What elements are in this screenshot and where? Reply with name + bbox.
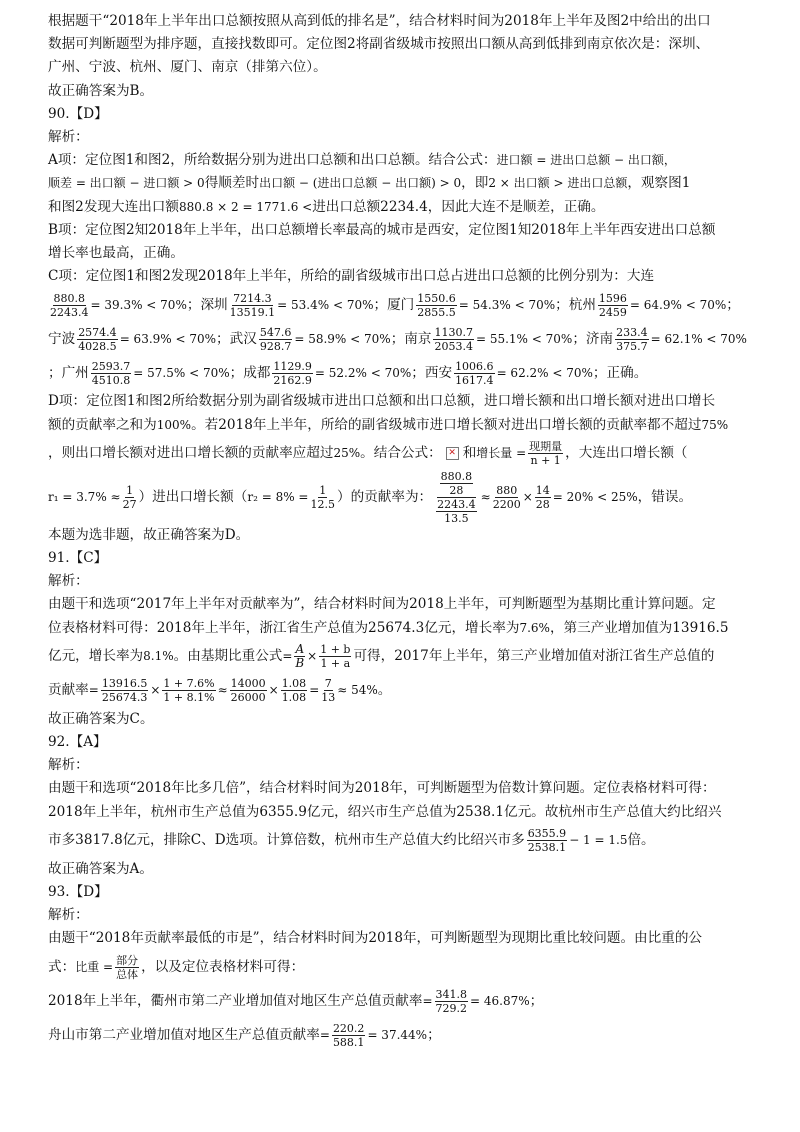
option-d-line-2: [48, 414, 760, 437]
option-d-line-4: [48, 471, 760, 524]
analysis-heading: 解析：: [48, 129, 89, 146]
text: ，即: [461, 175, 489, 192]
formula: = 62.1% < 70%: [650, 331, 747, 346]
formula: 出口额 − (进出口总额 − 出口额) > 0: [259, 176, 462, 191]
fraction-ningbo: $\frac{2574.4}{4028.5}$: [78, 325, 117, 353]
text-line: [48, 824, 760, 858]
answer-line: 本题为选非题，故正确答案为D。: [48, 526, 250, 543]
option-a-line-3: [48, 196, 760, 219]
formula: = 52.2% < 70%: [314, 365, 412, 380]
fraction: $\frac{880}{2200}$: [492, 483, 521, 511]
text: ）的贡献率为：: [336, 488, 433, 505]
formula: 进口额 = 进出口总额 − 出口额，: [496, 153, 676, 168]
formula: − 1 = 1.5: [569, 833, 628, 848]
option-a-line-2: [48, 172, 760, 195]
fraction-xiamen: $\frac{1550.6}{2855.5}$: [417, 291, 456, 319]
formula: 880.8 × 2 = 1771.6 <: [179, 199, 313, 214]
text-line: [48, 674, 760, 708]
text: 。若2018年上半年，所给的副省级城市进口增长额对进出口增长额的贡献率都不超过: [191, 416, 702, 433]
option-d-line-3: [48, 437, 760, 471]
text-line: [48, 951, 760, 985]
formula: = 57.5% < 70%: [133, 365, 230, 380]
question-number: 91.【C】: [48, 550, 108, 567]
option-d-line-1: D项：定位图1和图2所给数据分别为副省级城市进出口总额和出口总额，进口增长额和出口增长额对进出口增长: [48, 393, 716, 410]
formula: = 53.4% < 70%: [277, 297, 374, 312]
fraction-shenzhen: $\frac{7214.3}{13519.1}$: [229, 291, 276, 319]
text: ；正确。: [592, 364, 648, 381]
text: 贡献率: [48, 682, 89, 699]
text-line: [48, 1019, 760, 1053]
option-c-line-1: C项：定位图1和图2发现2018年上半年，所给的副省级城市出口总占进出口总额的比例分别为：大连: [48, 268, 655, 285]
text: ；杭州: [555, 296, 596, 313]
text: 。结合公式：: [360, 445, 442, 462]
analysis-heading: 解析：: [48, 573, 89, 590]
formula: = 55.1% < 70%: [475, 331, 573, 346]
answer-line: 故正确答案为C。: [48, 710, 154, 727]
fraction-hangzhou: $\frac{1596}{2459}$: [598, 291, 627, 319]
fraction: $\frac{14}{28}$: [535, 483, 550, 511]
text: ，错误。: [637, 488, 693, 505]
formula: = 58.9% < 70%: [294, 331, 391, 346]
text: ，则出口增长额对进出口增长额的贡献率应超过: [48, 445, 334, 462]
formula: = 62.2% < 70%: [496, 365, 593, 380]
fraction: 6355.9 2538.1: [527, 827, 567, 855]
formula: 25%: [333, 446, 361, 461]
text: 式：: [48, 959, 76, 976]
fraction-jinan: $\frac{233.4}{375.7}$: [616, 325, 648, 353]
text-line: [48, 640, 760, 674]
text: ；南京: [390, 330, 432, 347]
text-line: 由题干和选项“2018年比多几倍”，结合材料时间为2018年，可判断题型为倍数计算问题。定位表格材料可得：: [48, 780, 716, 797]
document-page: [48, 10, 760, 1053]
analysis-heading: 解析：: [48, 757, 89, 774]
formula: 8.1%: [143, 649, 174, 664]
text-line: 由题干“2018年贡献率最低的市是”，结合材料时间为2018年，可判断题型为现期比重比较问题。由比重的公: [48, 930, 703, 947]
formula: =: [282, 649, 293, 664]
text: ；武汉: [216, 330, 257, 347]
text: ；: [427, 1027, 441, 1044]
fraction-guangzhou: $\frac{2593.7}{4510.8}$: [91, 359, 131, 387]
fraction: $\frac{1.08}{1.08}$: [281, 677, 307, 705]
text: 舟山市第二产业增加值对地区生产总值贡献率: [48, 1027, 320, 1044]
fraction-xian: $\frac{1006.6}{1617.4}$: [455, 359, 494, 387]
text: 可得，2017年上半年，第三产业增加值对浙江省生产总值的: [353, 648, 715, 665]
formula: r₂ = 8% =: [247, 489, 309, 504]
formula: = 39.3% < 70%: [90, 297, 187, 312]
formula: =: [309, 683, 320, 698]
text: 位表格材料可得：2018年上半年，浙江省生产总值为25674.3亿元，增长率为: [48, 619, 520, 636]
formula: ×: [150, 683, 161, 698]
formula: ×: [522, 489, 533, 504]
fraction: $\frac{A}{B}$: [295, 642, 305, 671]
text: ，以及定位表格材料可得：: [141, 959, 305, 976]
fraction: $\frac{341.8}{729.2}$: [435, 988, 467, 1016]
formula: r₁ = 3.7% ≈: [48, 489, 121, 504]
text: 宁波: [48, 330, 76, 347]
option-a-line-1: [48, 149, 760, 172]
text: 倍。: [627, 832, 655, 849]
text: ；: [529, 993, 544, 1010]
formula: = 37.44%: [367, 1028, 428, 1043]
text: ；: [726, 296, 740, 313]
fraction: $\frac{1}{12.5}$: [310, 483, 335, 511]
text-line: 广州、宁波、杭州、厦门、南京（排第六位）。: [48, 59, 327, 76]
answer-line: 故正确答案为B。: [48, 82, 154, 99]
fraction: $\frac{13916.5}{25674.3}$: [101, 677, 148, 705]
answer-line: 故正确答案为A。: [48, 860, 153, 877]
option-c-line-4: [48, 356, 760, 390]
option-b-line-2: 增长率也最高，正确。: [48, 245, 184, 262]
text-line: [48, 985, 760, 1019]
text: ；广州: [48, 364, 89, 381]
text: 。: [377, 682, 392, 699]
text: ；西安: [411, 364, 453, 381]
fraction: 部分 总体: [116, 954, 139, 982]
question-number: 92.【A】: [48, 734, 107, 751]
text-line: 2018年上半年，杭州市生产总值为6355.9亿元，绍兴市生产总值为2538.1亿元。故杭州市生产总值大约比绍兴: [48, 803, 722, 820]
text-line: [48, 617, 760, 640]
text: 得顺差时: [204, 175, 260, 192]
formula: 7.6%: [519, 620, 550, 635]
fraction: $\frac{14000}{26000}$: [230, 677, 266, 705]
question-number: 93.【D】: [48, 884, 108, 901]
text: ，第三产业增加值为13916.5: [549, 619, 729, 636]
text: 亿元，增长率为: [48, 648, 144, 665]
fraction-nanjing: $\frac{1130.7}{2053.4}$: [434, 325, 473, 353]
formula: 100%: [156, 417, 192, 432]
fraction-dalian: $\frac{880.8}{2243.4}$: [50, 291, 89, 319]
fraction: 现期量 n + 1: [529, 440, 563, 468]
text-line: 根据题干“2018年上半年出口总额按照从高到低的排名是”，结合材料时间为2018年上半年及图2中给出的出口: [48, 13, 711, 29]
formula: =: [319, 1028, 330, 1043]
text: 额的贡献率之和为: [48, 416, 157, 433]
text: ，观察图1: [627, 175, 691, 192]
formula: = 63.9% < 70%: [119, 331, 217, 346]
text: A项：定位图1和图2，所给数据分别为进出口总额和出口总额。结合公式：: [48, 152, 497, 169]
text: ）进出口增长额（: [138, 488, 248, 505]
option-c-line-2: [48, 288, 760, 322]
fraction: $\frac{1 + b}{1 + a}$: [320, 643, 351, 671]
analysis-heading: 解析：: [48, 907, 89, 924]
text: ；厦门: [373, 296, 415, 313]
text: ；济南: [572, 330, 614, 347]
formula: = 54.3% < 70%: [458, 297, 556, 312]
text: 和图2发现大连出口额: [48, 198, 179, 215]
fraction: $\frac{220.2}{588.1}$: [332, 1022, 365, 1050]
formula: 增长量 =: [476, 446, 527, 461]
text-line: 数据可判断题型为排序题，直接找数即可。定位图2将副省级城市按照出口额从高到低排到南京依次是：深圳、: [48, 36, 710, 53]
text: ；深圳: [186, 296, 228, 313]
text: ，大连出口增长额（: [565, 445, 688, 462]
text: 和: [462, 445, 477, 462]
text: 进出口总额2234.4，因此大连不是顺差，正确。: [312, 198, 605, 215]
broken-image-icon: ✕: [446, 447, 459, 460]
compound-fraction: $\frac{\frac{880.8}{28}}{\frac{2243.4}{13.5}}$: [437, 469, 476, 525]
formula: ≈ 54%: [337, 683, 378, 698]
formula: = 46.87%: [470, 994, 530, 1009]
text: 2018年上半年，衢州市第二产业增加值对地区生产总值贡献率: [48, 993, 423, 1010]
formula: = 64.9% < 70%: [629, 297, 727, 312]
formula: 比重 =: [75, 960, 114, 975]
option-b-line-1: B项：定位图2知2018年上半年，出口总额增长率最高的城市是西安，定位图1知2018年上半年西安进出口总额: [48, 221, 716, 238]
formula: ×: [268, 683, 279, 698]
fraction-wuhan: $\frac{547.6}{928.7}$: [259, 325, 292, 353]
formula: 2 × 出口额 > 进出口总额: [488, 176, 628, 191]
text: ；成都: [229, 364, 271, 381]
question-number: 90.【D】: [48, 105, 108, 122]
formula: ≈: [480, 489, 491, 504]
text: 。由基期比重公式: [173, 648, 283, 665]
text-line: 由题干和选项“2017年上半年对贡献率为”，结合材料时间为2018上半年，可判断题型为基期比重计算问题。定: [48, 596, 716, 613]
formula: =: [88, 683, 99, 698]
option-c-line-3: [48, 322, 760, 356]
fraction: $\frac{7}{13}$: [321, 677, 336, 705]
formula: ×: [307, 649, 318, 664]
formula: 75%: [701, 417, 729, 432]
fraction: $\frac{1 + 7.6\%}{1 + 8.1\%}$: [163, 677, 215, 705]
fraction-chengdu: $\frac{1129.9}{2162.9}$: [273, 359, 312, 387]
text: 市多3817.8亿元，排除C、D选项。计算倍数，杭州市生产总值大约比绍兴市多: [48, 832, 525, 849]
formula: = 20% < 25%: [552, 489, 638, 504]
formula: 顺差 = 出口额 − 进口额 > 0: [48, 176, 205, 191]
formula: =: [422, 994, 433, 1009]
fraction: $\frac{1}{27}$: [122, 483, 137, 511]
formula: ≈: [217, 683, 228, 698]
